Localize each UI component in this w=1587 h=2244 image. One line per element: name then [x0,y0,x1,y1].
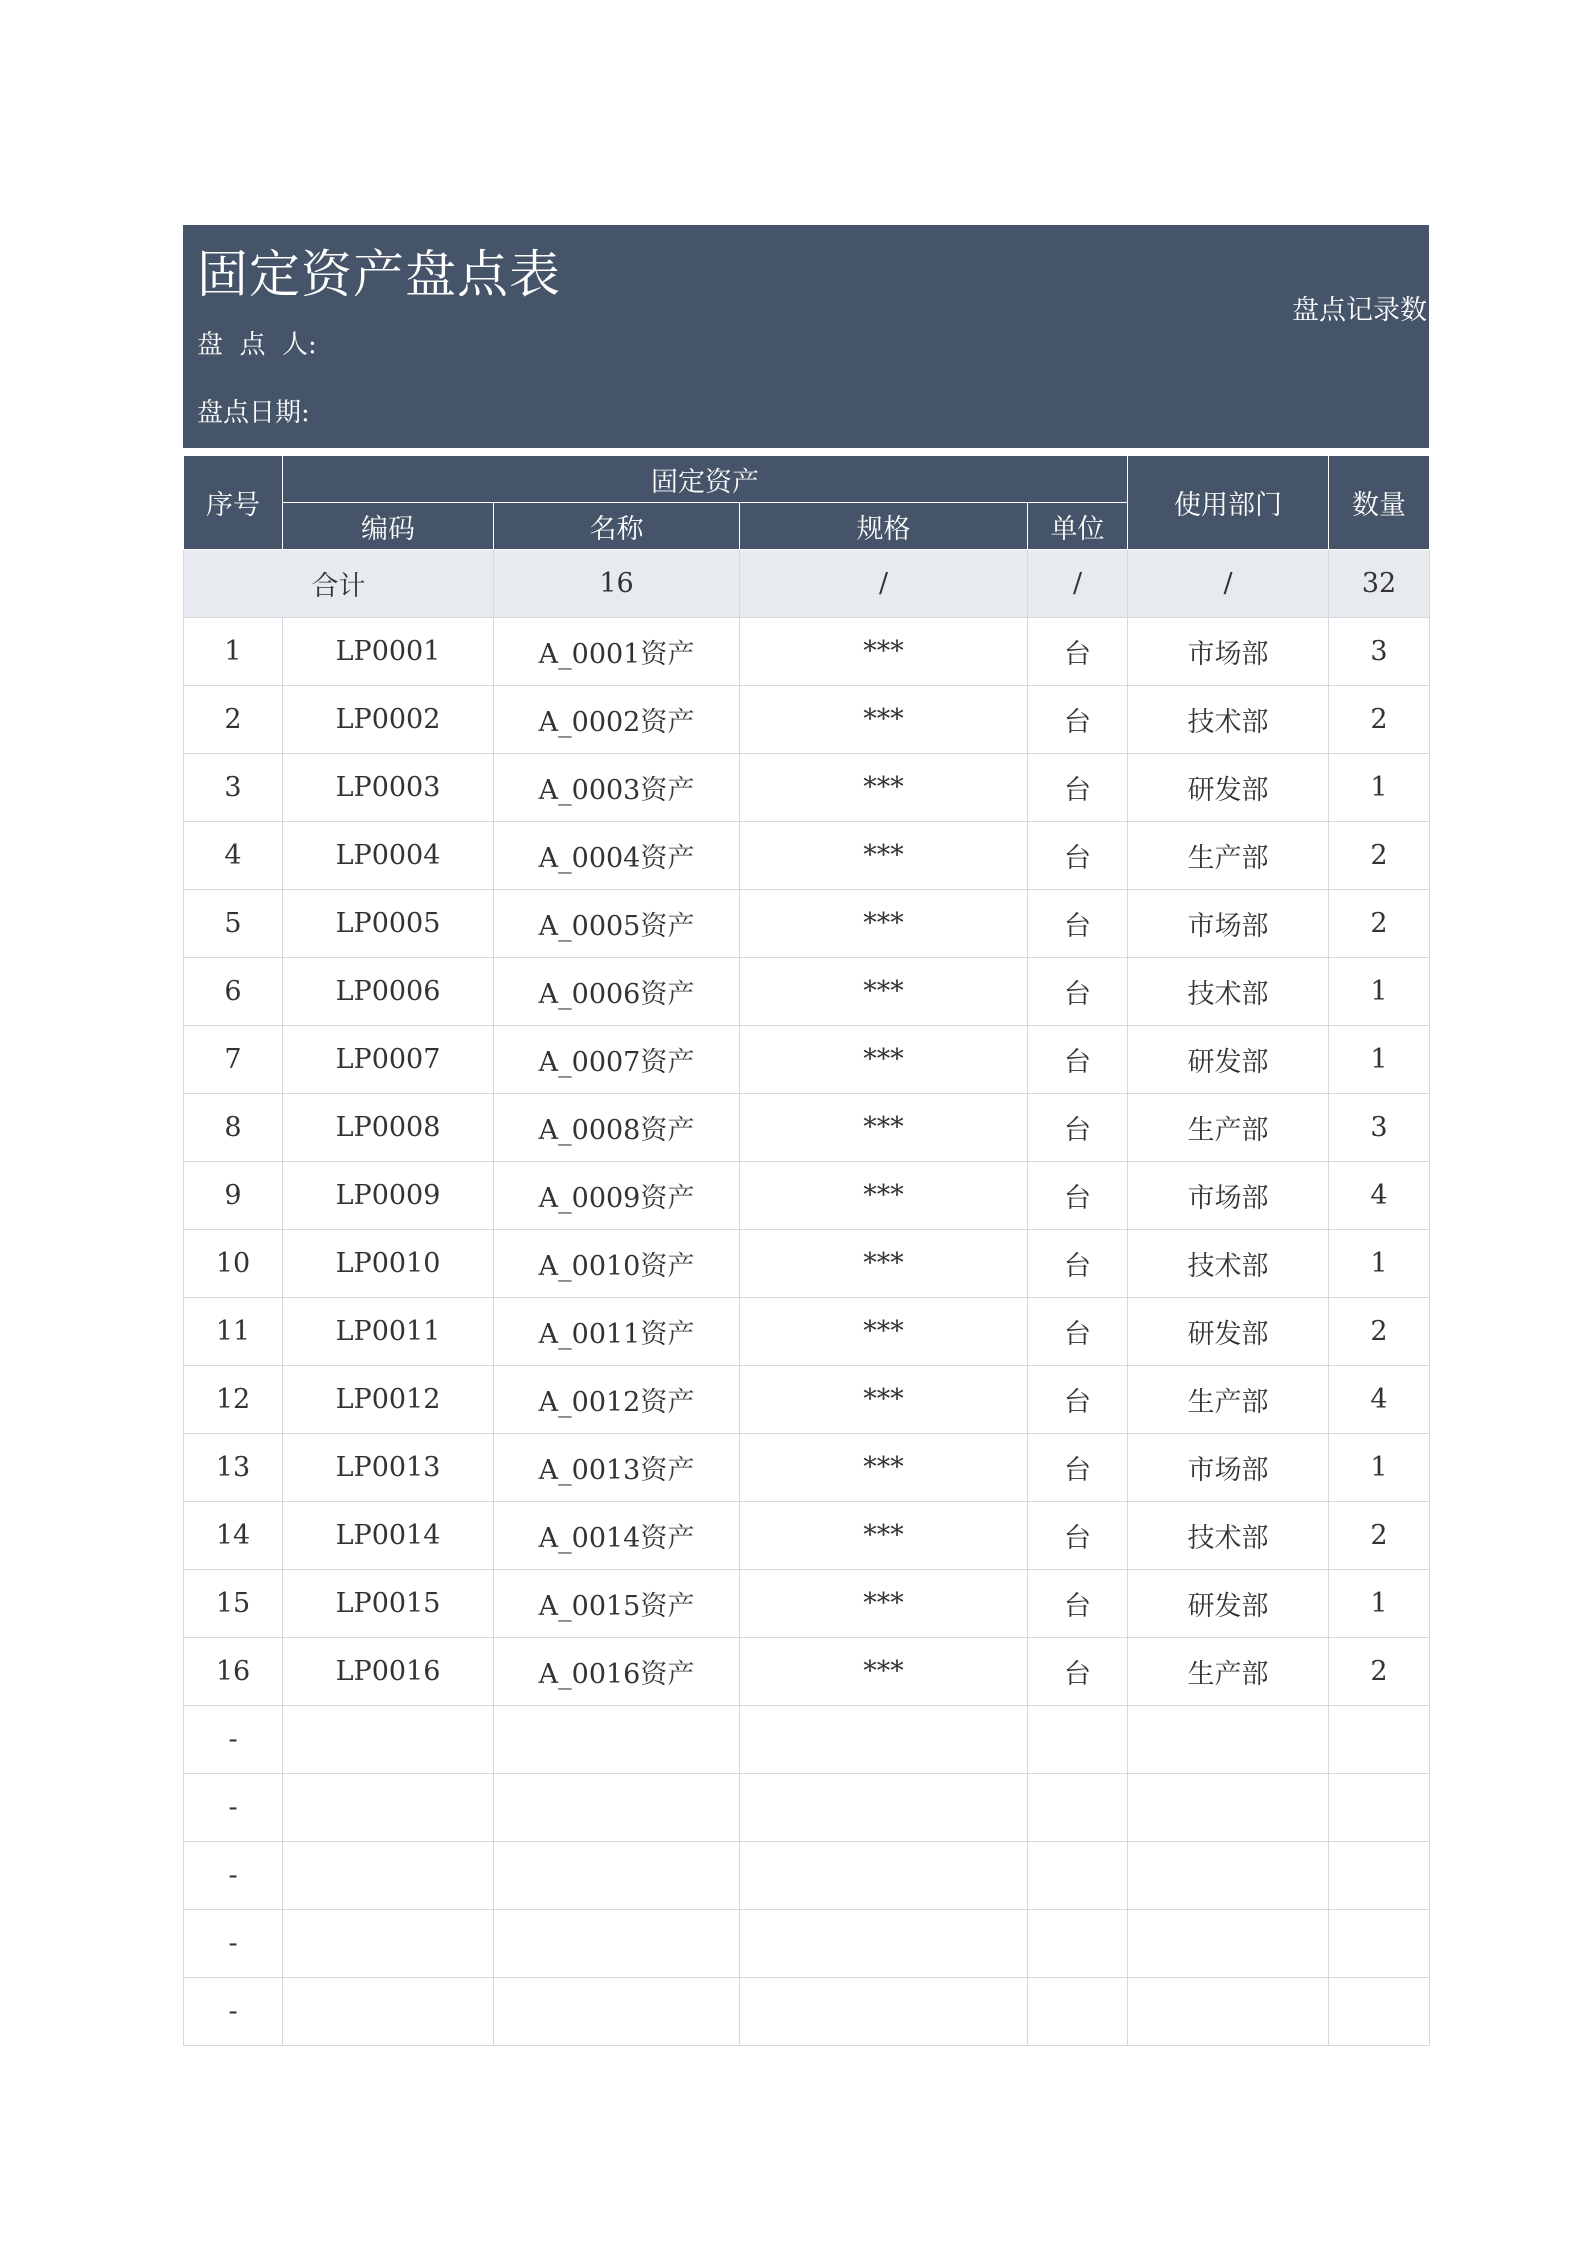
cell-unit: 台 [1028,1366,1128,1434]
cell-code: LP0014 [283,1502,494,1570]
cell-spec: *** [740,686,1028,754]
cell-spec [740,1706,1028,1774]
cell-name: A_0013资产 [494,1434,740,1502]
cell-department [1128,1774,1329,1842]
table-row [184,1774,1430,1842]
cell-quantity: 2 [1329,822,1430,890]
table-row [184,618,1430,686]
cell-index: - [184,1774,283,1842]
cell-index: 15 [184,1570,283,1638]
cell-spec: *** [740,1434,1028,1502]
column-header-name: 名称 [494,503,740,550]
column-header-department: 使用部门 [1128,456,1329,550]
cell-code: LP0015 [283,1570,494,1638]
column-header-spec: 规格 [740,503,1028,550]
page-title: 固定资产盘点表 [197,246,562,305]
cell-quantity: 1 [1329,1230,1430,1298]
table-row [184,890,1430,958]
cell-name: A_0006资产 [494,958,740,1026]
cell-name: A_0007资产 [494,1026,740,1094]
table-row [184,1094,1430,1162]
cell-index: 12 [184,1366,283,1434]
inventory-date-label: 盘点日期: [197,398,310,428]
cell-code: LP0016 [283,1638,494,1706]
cell-index: 6 [184,958,283,1026]
cell-spec: *** [740,1026,1028,1094]
cell-department: 研发部 [1128,1570,1329,1638]
table-row [184,1842,1430,1910]
cell-quantity: 2 [1329,1502,1430,1570]
table-row [184,686,1430,754]
cell-code: LP0003 [283,754,494,822]
cell-department: 技术部 [1128,958,1329,1026]
cell-department: 研发部 [1128,1026,1329,1094]
cell-index: 5 [184,890,283,958]
table-row [184,1026,1430,1094]
cell-unit: 台 [1028,1502,1128,1570]
cell-quantity: 4 [1329,1366,1430,1434]
cell-quantity: 1 [1329,958,1430,1026]
cell-index: 11 [184,1298,283,1366]
table-row [184,1230,1430,1298]
cell-spec: *** [740,1638,1028,1706]
cell-department [1128,1978,1329,2046]
cell-unit: 台 [1028,1230,1128,1298]
cell-unit: 台 [1028,1570,1128,1638]
cell-name: A_0016资产 [494,1638,740,1706]
cell-name [494,1910,740,1978]
cell-department: 技术部 [1128,1502,1329,1570]
cell-quantity: 3 [1329,1094,1430,1162]
cell-department: 市场部 [1128,890,1329,958]
cell-name: A_0010资产 [494,1230,740,1298]
cell-index: 7 [184,1026,283,1094]
cell-code: LP0013 [283,1434,494,1502]
cell-unit: 台 [1028,1162,1128,1230]
cell-code: LP0008 [283,1094,494,1162]
cell-department: 研发部 [1128,1298,1329,1366]
table-row [184,1706,1430,1774]
cell-name: A_0012资产 [494,1366,740,1434]
cell-unit: 台 [1028,1638,1128,1706]
cell-department [1128,1842,1329,1910]
cell-quantity: 1 [1329,1434,1430,1502]
cell-spec [740,1978,1028,2046]
total-dept: / [1128,550,1329,618]
table-row [184,1910,1430,1978]
cell-code: LP0011 [283,1298,494,1366]
cell-quantity: 3 [1329,618,1430,686]
cell-code [283,1978,494,2046]
cell-spec: *** [740,1094,1028,1162]
cell-code: LP0002 [283,686,494,754]
cell-quantity: 1 [1329,1026,1430,1094]
cell-name [494,1978,740,2046]
cell-quantity: 4 [1329,1162,1430,1230]
cell-quantity: 2 [1329,1638,1430,1706]
cell-quantity: 2 [1329,686,1430,754]
column-header-index: 序号 [184,456,283,550]
cell-spec: *** [740,890,1028,958]
inventory-sheet [183,225,1429,2027]
cell-spec: *** [740,1298,1028,1366]
cell-code [283,1706,494,1774]
cell-code: LP0010 [283,1230,494,1298]
inspector-label: 盘 点 人: [197,330,317,360]
table-row [184,1570,1430,1638]
cell-quantity [1329,1774,1430,1842]
cell-name: A_0014资产 [494,1502,740,1570]
cell-department: 生产部 [1128,1638,1329,1706]
column-header-unit: 单位 [1028,503,1128,550]
cell-index: 16 [184,1638,283,1706]
cell-index: - [184,1978,283,2046]
cell-spec: *** [740,1570,1028,1638]
cell-index: 9 [184,1162,283,1230]
cell-index: 13 [184,1434,283,1502]
cell-index: 4 [184,822,283,890]
cell-index: 1 [184,618,283,686]
cell-unit [1028,1774,1128,1842]
cell-index: 8 [184,1094,283,1162]
cell-department: 市场部 [1128,1162,1329,1230]
cell-department: 生产部 [1128,822,1329,890]
table-row [184,822,1430,890]
cell-unit: 台 [1028,686,1128,754]
cell-department: 生产部 [1128,1366,1329,1434]
cell-unit [1028,1910,1128,1978]
total-count: 16 [494,550,740,618]
cell-spec: *** [740,1162,1028,1230]
cell-unit: 台 [1028,1094,1128,1162]
total-spec: / [740,550,1028,618]
asset-table [183,455,1430,2046]
cell-quantity [1329,1978,1430,2046]
cell-code: LP0009 [283,1162,494,1230]
column-header-code: 编码 [283,503,494,550]
cell-name: A_0009资产 [494,1162,740,1230]
total-quantity: 32 [1329,550,1430,618]
cell-name: A_0003资产 [494,754,740,822]
cell-index: - [184,1842,283,1910]
cell-unit: 台 [1028,822,1128,890]
table-row [184,1366,1430,1434]
cell-code [283,1910,494,1978]
total-label: 合计 [184,550,494,618]
column-header-fixed-asset: 固定资产 [283,456,1128,503]
cell-code: LP0004 [283,822,494,890]
cell-name [494,1706,740,1774]
cell-code: LP0012 [283,1366,494,1434]
cell-department: 研发部 [1128,754,1329,822]
cell-spec: *** [740,1366,1028,1434]
cell-unit: 台 [1028,754,1128,822]
cell-department: 市场部 [1128,618,1329,686]
cell-department: 技术部 [1128,686,1329,754]
table-row [184,1978,1430,2046]
cell-spec: *** [740,754,1028,822]
table-row [184,1298,1430,1366]
cell-unit: 台 [1028,1298,1128,1366]
cell-name: A_0002资产 [494,686,740,754]
cell-spec: *** [740,1230,1028,1298]
cell-index: 14 [184,1502,283,1570]
cell-quantity [1329,1706,1430,1774]
cell-quantity: 2 [1329,890,1430,958]
cell-quantity: 1 [1329,754,1430,822]
cell-spec: *** [740,1502,1028,1570]
cell-department [1128,1910,1329,1978]
table-row [184,958,1430,1026]
cell-index: 3 [184,754,283,822]
cell-spec [740,1774,1028,1842]
cell-index: 2 [184,686,283,754]
cell-quantity [1329,1910,1430,1978]
cell-name: A_0001资产 [494,618,740,686]
cell-unit: 台 [1028,1026,1128,1094]
cell-code: LP0005 [283,890,494,958]
cell-code: LP0007 [283,1026,494,1094]
column-header-quantity: 数量 [1329,456,1430,550]
cell-unit [1028,1706,1128,1774]
cell-code: LP0001 [283,618,494,686]
table-row [184,1638,1430,1706]
record-count-label: 盘点记录数 [1292,295,1427,326]
cell-spec [740,1910,1028,1978]
cell-index: - [184,1706,283,1774]
cell-quantity [1329,1842,1430,1910]
cell-name: A_0004资产 [494,822,740,890]
header-banner [183,225,1429,448]
cell-name: A_0008资产 [494,1094,740,1162]
table-row [184,1502,1430,1570]
cell-code [283,1774,494,1842]
cell-department: 技术部 [1128,1230,1329,1298]
cell-unit: 台 [1028,958,1128,1026]
total-unit: / [1028,550,1128,618]
cell-spec [740,1842,1028,1910]
cell-spec: *** [740,618,1028,686]
cell-department: 生产部 [1128,1094,1329,1162]
cell-name: A_0005资产 [494,890,740,958]
cell-unit: 台 [1028,1434,1128,1502]
cell-department [1128,1706,1329,1774]
cell-name: A_0011资产 [494,1298,740,1366]
table-row [184,1434,1430,1502]
cell-code: LP0006 [283,958,494,1026]
cell-unit [1028,1978,1128,2046]
table-row [184,1162,1430,1230]
cell-spec: *** [740,958,1028,1026]
cell-unit [1028,1842,1128,1910]
cell-unit: 台 [1028,890,1128,958]
cell-index: - [184,1910,283,1978]
table-row [184,754,1430,822]
cell-department: 市场部 [1128,1434,1329,1502]
cell-spec: *** [740,822,1028,890]
cell-quantity: 1 [1329,1570,1430,1638]
cell-name: A_0015资产 [494,1570,740,1638]
cell-quantity: 2 [1329,1298,1430,1366]
cell-name [494,1774,740,1842]
cell-name [494,1842,740,1910]
cell-index: 10 [184,1230,283,1298]
cell-unit: 台 [1028,618,1128,686]
cell-code [283,1842,494,1910]
total-row [184,550,1430,618]
